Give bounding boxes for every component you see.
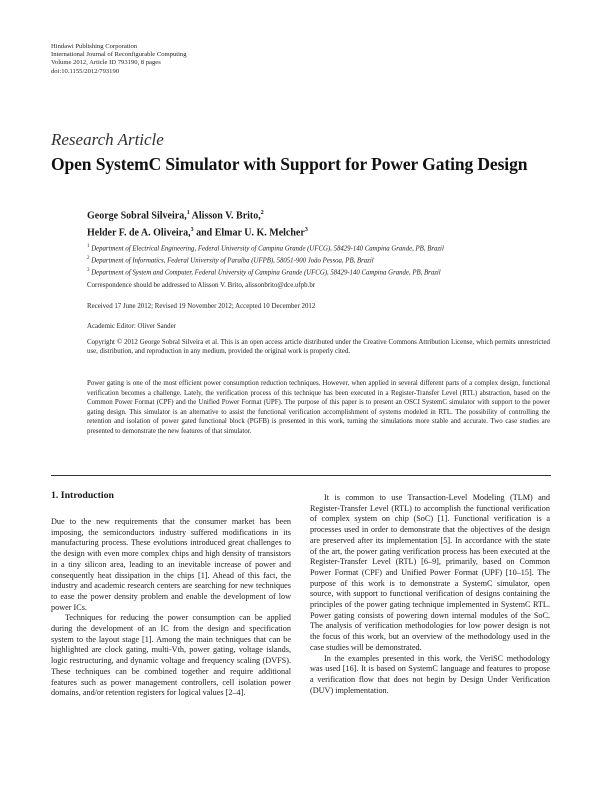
abstract: Power gating is one of the most efficient power consumption reduction techniques. However, when applied in several different parts of a complex design, functional verification becomes a challenge. Lately, the verification process of this technique has been executed in a Register-Transfer Level (RTL) abstraction, based on the Common Power Format (CPF) and the Unified Power Format (UPF). The purpose of this paper is to present an OSCI SystemC simulator with support to the power gating design. This simulator is an alternative to assist the functional verification accomplishment of systems modeled in RTL. The possibility of controlling the retention and isolation of power gated functional block (PGFB) is presented in this work, turning the simulations more stable and accurate. Two case studies are presented to demonstrate the new features of that simulator. [87,380,550,435]
paragraph: Techniques for reducing the power consumption can be applied during the development of an IC from the design and specification system to the layout stage [1]. Among the main techniques that can be highlighted are clock gating, multi-Vth, power gating, voltage islands, logic restructuring, and dynamic voltage and frequency scaling (DVFS). These techniques can be combined together and require additional features such as power management controllers, cell isolation power domains, and/or retention registers for logical values [2–4]. [51,613,291,698]
section-heading: 1. Introduction [51,490,114,501]
affiliation-text: Department of System and Computer, Federal University of Campina Grande (UFCG), 58429-140 Campina Grande, PB, Brazil [91,268,441,276]
author-list [87,206,308,241]
author-name: Alisson V. Brito, [189,210,261,222]
author-affil-mark: 3 [190,227,194,234]
paragraph: It is common to use Transaction-Level Modeling (TLM) and Register-Transfer Level (RTL) to accomplish the functional verification of complex system on chip (SoC) [1]. Functional verification is a processes used in order to demonstrate that the objectives of the design are preserved after its implementation [5]. In accordance with the state of the art, the power gating verification process has been executed at the Register-Transfer Level (RTL) [6–9], primarily, based on Common Power Format (CPF) and Unified Power Format (UPF) [10–15]. The purpose of this work is to demonstrate a SystemC simulator, open source, with support to functional verification of designs containing the principles of the power gating technique implemented in SystemC RTL. Power gating consists of powering down internal modules of the SoC. The analysis of verification methodologies for low power design is not the focus of this work, but an overview of the methodology used in the case studies will be demonstrated. [310,493,550,652]
affiliation-text: Department of Informatics, Federal University of Paraíba (UFPB), 58051-900 João Pessoa, PB, Brazil [91,257,374,265]
author-name: Helder F. de A. Oliveira, [87,227,191,239]
left-column [51,490,291,699]
copyright-notice: Copyright © 2012 George Sobral Silveira et al. This is an open access article distributed under the Creative Commons Attribution License, which permits unrestricted use, distribution, and reproduction in any medium, provided the original work is properly cited. [87,339,550,355]
publisher: Hindawi Publishing Corporation [51,43,138,50]
journal-name: International Journal of Reconfigurable Computing [51,51,187,59]
article-type: Research Article [51,130,164,149]
paragraph: Due to the new requirements that the consumer market has been imposing, the semiconductors industry suffered modifications in its manufacturing process. These evolutions introduced great challenges to the design with even more complex chips and high density of transistors in a tiny silicon area, leading to an inevitable increase of power and consequently heat dissipation in the chips [1]. Ahead of this fact, the industry and academic research centers are searching for new techniques to ease the power density problem and enable the development of low power ICs. [51,517,291,612]
affiliation-number: 2 [87,255,90,261]
doi: doi:10.1155/2012/793190 [51,67,120,75]
academic-editor: Academic Editor: Oliver Sander [87,323,176,330]
author-name: and Elmar U. K. Melcher [193,227,305,239]
affiliation-number: 1 [87,244,90,249]
affiliation [87,266,444,278]
author-name: George Sobral Silveira, [87,210,187,222]
affiliations [87,242,444,278]
paragraph: In the examples presented in this work, the VeriSC methodology was used [16]. It is based on SystemC language and features to propose a verification flow that does not begin by Design Under Verification (DUV) implementation. [310,653,550,695]
volume-info: Volume 2012, Article ID 793190, 8 pages [51,59,161,67]
author-affil-mark: 1 [186,210,190,216]
right-column [310,493,550,696]
affiliation [87,242,444,254]
author-line [87,206,308,223]
journal-header [51,43,187,76]
author-line [87,223,308,240]
author-affil-mark: 2 [260,210,264,216]
correspondence: Correspondence should be addressed to Alisson V. Brito, alissonbrito@dce.ufpb.br [87,282,316,289]
author-affil-mark: 3 [304,227,308,234]
affiliation-number: 3 [87,267,90,273]
paper-title: Open SystemC Simulator with Support for Power Gating Design [51,154,528,174]
section-divider [51,475,551,476]
dates: Received 17 June 2012; Revised 19 November 2012; Accepted 10 December 2012 [87,303,316,310]
affiliation-text: Department of Electrical Engineering, Federal University of Campina Grande (UFCG), 58429-140 Campina Grande, PB, Brazil [91,245,444,253]
affiliation [87,254,444,266]
